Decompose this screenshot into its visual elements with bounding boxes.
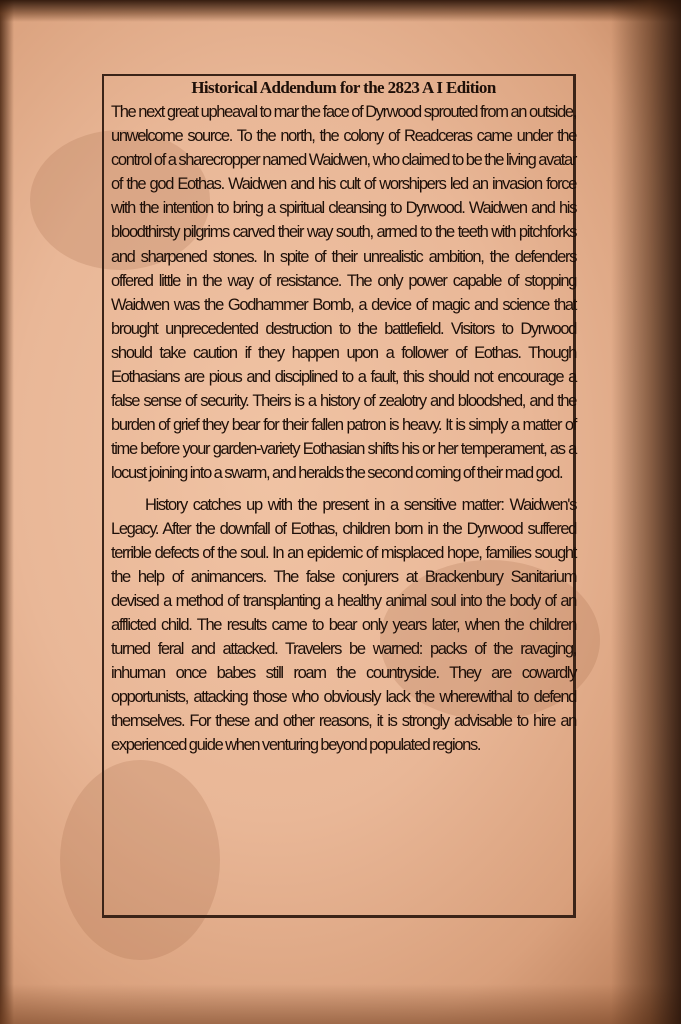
paragraph-1: The next great upheaval to mar the face of Dyrwood sprouted from an outside, unwelcome source. To the north, the colony of Readceras came under the control of a sharecropper named Waidwen, who claimed to be the living avatar of the god Eothas. Waidwen and his cult of worshipers led an invasion force with the intention to bring a spiritual cleansing to Dyrwood. Waidwen and his bloodthirsty pilgrims carved their way south, armed to the teeth with pitchforks and sharpened stones. In spite of their unrealistic ambition, the defenders offered little in the way of resistance. The only power capable of stopping Waidwen was the Godhammer Bomb, a device of magic and science that brought unprecedented destruction to the battlefield. Visitors to Dyrwood should take caution if they happen upon a follower of Eothas. Though Eothasians are pious and disciplined to a fault, this should not encourage a false sense of security. Theirs is a history of zealotry and bloodshed, and the burden of grief they bear for their fallen patron is heavy. It is simply a matter of time before your garden-variety Eothasian shifts his or her temperament, as a locust joining into a swarm, and heralds the second coming of their mad god. — [111, 103, 576, 483]
worn-edge-bottom — [0, 984, 681, 1024]
document-title: Historical Addendum for the 2823 A I Edition — [191, 78, 496, 97]
burnt-edge-top — [0, 0, 681, 22]
burnt-edge-right — [611, 0, 681, 1024]
document-body — [111, 78, 576, 758]
burnt-edge-left — [0, 0, 14, 1024]
paragraph-2: History catches up with the present in a sensitive matter: Waidwen's Legacy. After the downfall of Eothas, children born in the Dyrwood suffered terrible defects of the soul. In an epidemic of misplaced hope, families sought the help of animancers. The false conjurers at Brackenbury Sanitarium devised a method of transplanting a healthy animal soul into the body of an afflicted child. The results came to bear only years later, when the children turned feral and attacked. Travelers be warned: packs of the ravaging, inhuman once babes still roam the countryside. They are cowardly opportunists, attacking those who obviously lack the wherewithal to defend themselves. For these and other reasons, it is strongly advisable to hire an experienced guide when venturing beyond populated regions. — [111, 495, 576, 755]
